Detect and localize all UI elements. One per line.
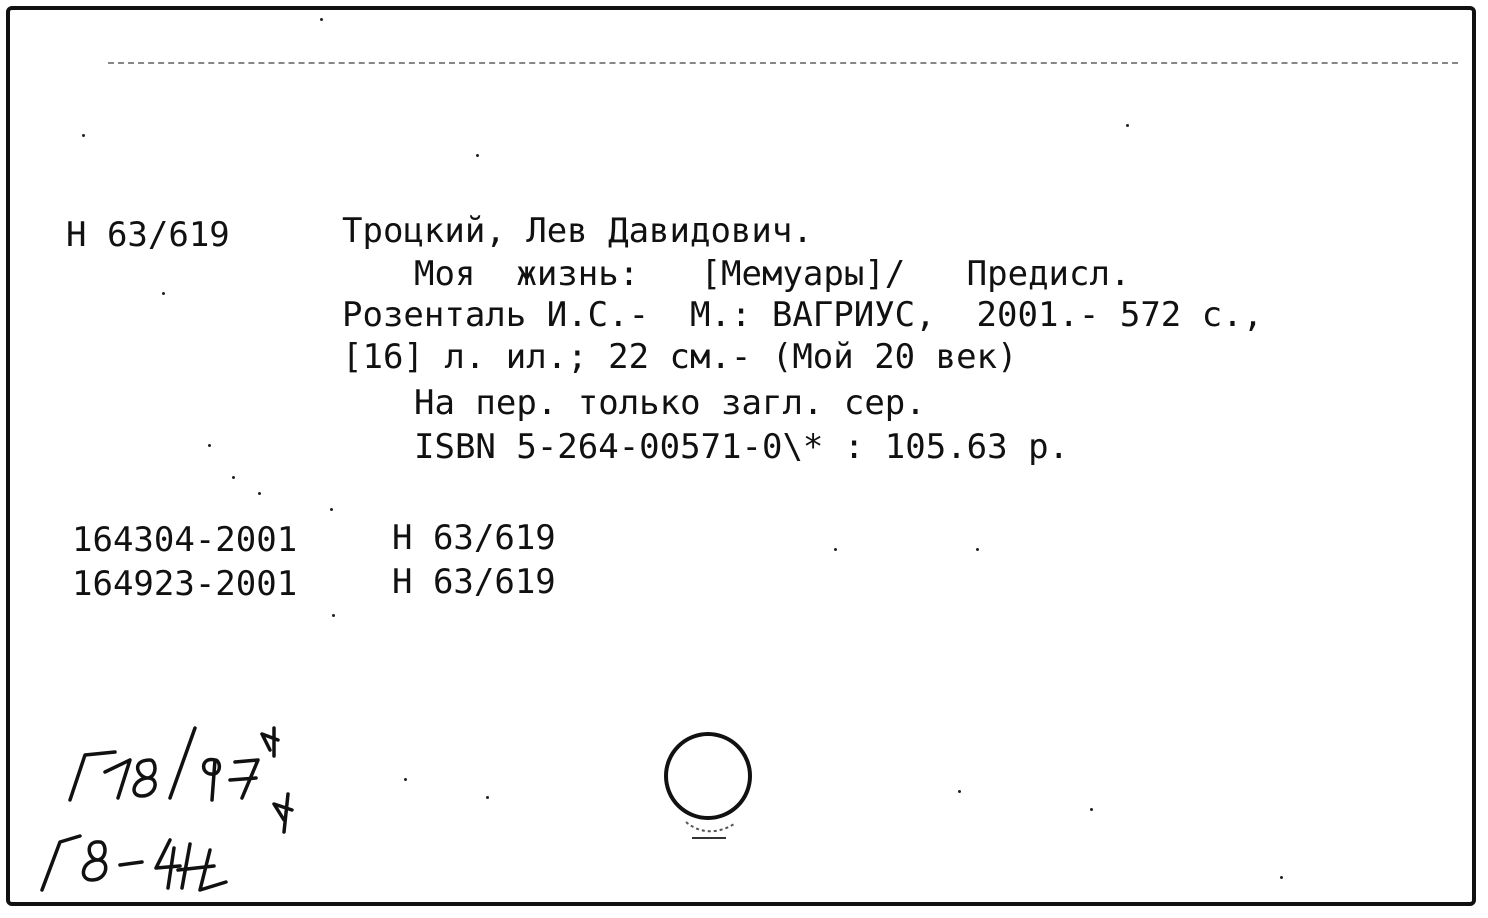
scan-speck <box>1280 876 1283 879</box>
scan-speck <box>1090 808 1093 811</box>
shelf-mark: Н 63/619 <box>66 215 230 255</box>
scan-speck <box>258 492 261 495</box>
extent-line: [16] л. ил.; 22 см.- (Мой 20 век) <box>342 337 1018 377</box>
scan-speck <box>476 154 479 157</box>
handwritten-shelf-notes <box>30 720 330 900</box>
scan-speck <box>330 508 333 511</box>
scan-speck <box>320 18 323 21</box>
scan-speck <box>208 444 211 447</box>
top-rule <box>108 62 1458 64</box>
isbn-line: ISBN 5-264-00571-0\* : 105.63 р. <box>414 427 1070 467</box>
scan-speck <box>332 614 335 617</box>
author-heading: Троцкий, Лев Давидович. <box>342 211 813 251</box>
holding-shelf: Н 63/619 <box>392 562 556 602</box>
scan-speck <box>834 548 837 551</box>
holding-inventory: 164923-2001 <box>72 564 298 604</box>
holding-inventory: 164304-2001 <box>72 520 298 560</box>
scan-speck <box>958 790 961 793</box>
scan-speck <box>1126 124 1129 127</box>
note-line: На пер. только загл. сер. <box>414 383 926 423</box>
scan-speck <box>232 476 235 479</box>
scan-speck <box>82 134 85 137</box>
holding-shelf: Н 63/619 <box>392 518 556 558</box>
publication-line: Розенталь И.С.- М.: ВАГРИУС, 2001.- 572 с., <box>342 295 1264 335</box>
scan-speck <box>162 292 165 295</box>
circle-mark <box>664 730 774 850</box>
scan-speck <box>404 778 407 781</box>
title-line: Моя жизнь: [Мемуары]/ Предисл. <box>414 254 1131 294</box>
scan-speck <box>976 548 979 551</box>
scan-speck <box>486 796 489 799</box>
